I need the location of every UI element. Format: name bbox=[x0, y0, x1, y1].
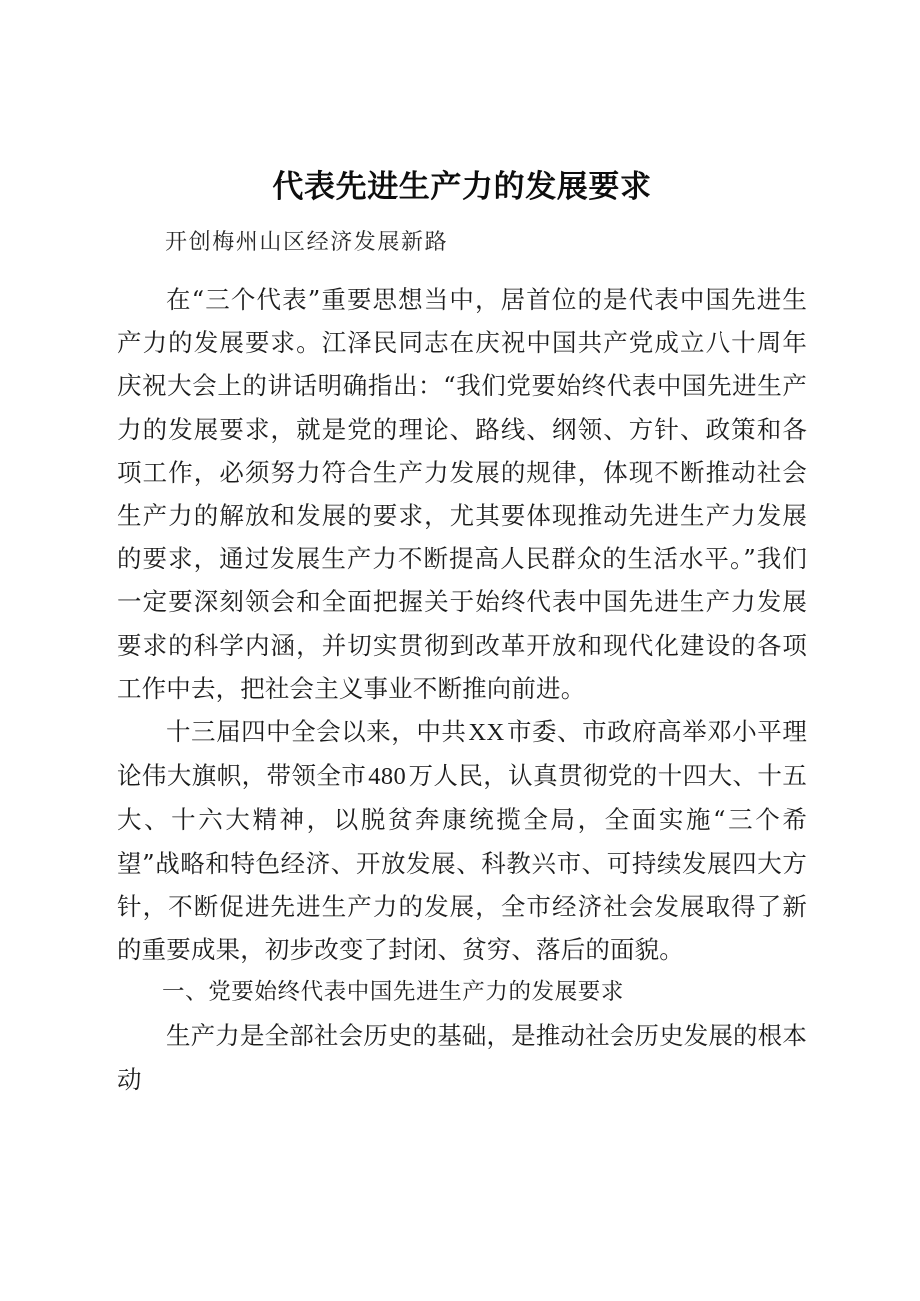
paragraph-2-text-before-xx: 十三届四中全会以来，中共 bbox=[166, 717, 467, 747]
section-heading-1: 一、党要始终代表中国先进生产力的发展要求 bbox=[162, 979, 625, 1006]
document-subtitle: 开创梅州山区经济发展新路 bbox=[165, 230, 449, 255]
document-content bbox=[117, 0, 807, 1101]
paragraph-2-placeholder-xx: XX bbox=[468, 719, 505, 747]
paragraph-2-text-after-xx: 市委、市政府高举邓小平理论伟大旗帜，带领全市 bbox=[117, 717, 807, 791]
page-title: 代表先进生产力的发展要求 bbox=[272, 169, 652, 205]
paragraph-1: 在“三个代表”重要思想当中，居首位的是代表中国先进生产力的发展要求。江泽民同志在庆祝中国共产党成立八十周年庆祝大会上的讲话明确指出：“我们党要始终代表中国先进生产力的发展要求，就是党的理论、路线、纲领、方针、政策和各项工作，必须努力符合生产力发展的规律，体现不断推动社会生产力的解放和发展的要求，尤其要体现推动先进生产力发展的要求，通过发展生产力不断提高人民群众的生活水平。”我们一定要深刻领会和全面把握关于始终代表中国先进生产力发展要求的科学内涵，并切实贯彻到改革开放和现代化建设的各项工作中去，把社会主义事业不断推向前进。 bbox=[117, 285, 807, 703]
document-body bbox=[117, 258, 807, 1101]
paragraph-2 bbox=[117, 710, 807, 971]
paragraph-2-text-after-number: 万人民，认真贯彻党的十四大、十五大、十六大精神，以脱贫奔康统揽全局，全面实施“三个希望”战略和特色经济、开放发展、科教兴市、可持续发展四大方针，不断促进先进生产力的发展，全市经济社会发展取得了新的重要成果，初步改变了封闭、贫穷、落后的面貌。 bbox=[117, 761, 807, 965]
paragraph-3-truncated: 生产力是全部社会历史的基础，是推动社会历史发展的根本动 bbox=[117, 1021, 807, 1094]
paragraph-2-population-number: 480 bbox=[368, 763, 407, 791]
